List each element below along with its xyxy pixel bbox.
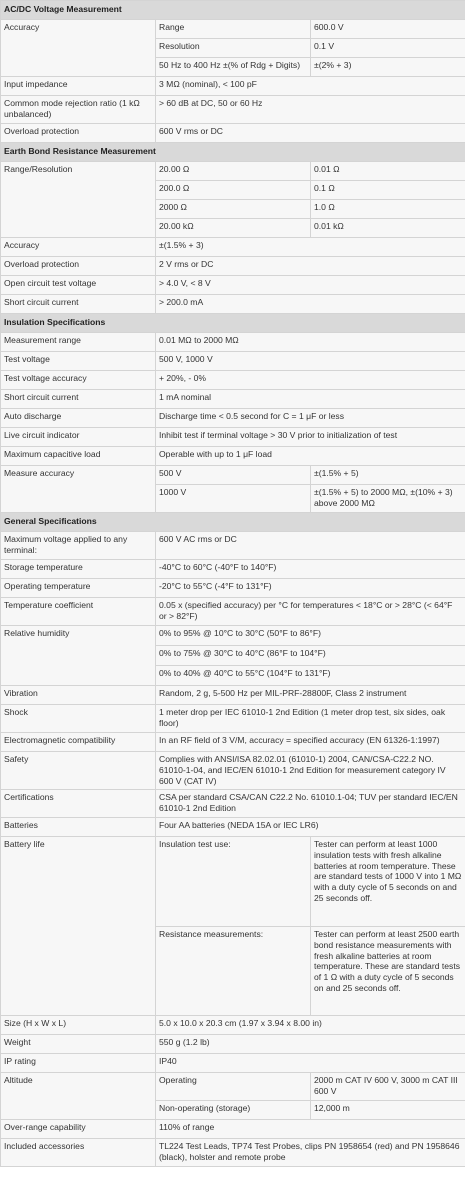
spec-row <box>1 733 465 752</box>
spec-row <box>1 96 465 124</box>
section-header-row <box>1 1 465 20</box>
spec-row <box>1 390 465 409</box>
spec-subvalue: 0.1 V <box>311 39 465 58</box>
spec-subkey: Resolution <box>156 39 311 58</box>
spec-row <box>1 238 465 257</box>
section-header-row <box>1 513 465 532</box>
spec-label-over-range-capability: Over-range capability <box>1 1120 156 1139</box>
spec-label-open-circuit-test-voltage: Open circuit test voltage <box>1 276 156 295</box>
spec-subkey: 20.00 kΩ <box>156 219 311 238</box>
spec-value: 1 meter drop per IEC 61010-1 2nd Edition (1 meter drop test, six sides, oak floor) <box>156 705 465 733</box>
spec-subvalue: Tester can perform at least 2500 earth bond resistance measurements with fresh alkaline batteries at room temperature. These are standard tests of 1 Ω with a duty cycle of 5 seconds on and 25 seconds off. <box>311 927 465 1016</box>
spec-value: Complies with ANSI/ISA 82.02.01 (61010-1) 2004, CAN/CSA-C22.2 NO. 61010-1-04, and IEC/EN 61010-1 2nd Edition for measurement category IV 600 V (CAT IV) <box>156 752 465 790</box>
spec-label-test-voltage-accuracy: Test voltage accuracy <box>1 371 156 390</box>
spec-value: > 60 dB at DC, 50 or 60 Hz <box>156 96 465 124</box>
spec-subkey: Non-operating (storage) <box>156 1101 311 1120</box>
spec-subvalue: 1.0 Ω <box>311 200 465 219</box>
spec-subrow <box>1 20 465 39</box>
spec-row <box>1 598 465 626</box>
spec-subvalue: ±(2% + 3) <box>311 58 465 77</box>
spec-subvalue: 12,000 m <box>311 1101 465 1120</box>
spec-value: 1 mA nominal <box>156 390 465 409</box>
spec-value: 2 V rms or DC <box>156 257 465 276</box>
spec-subkey: 20.00 Ω <box>156 162 311 181</box>
spec-value: 550 g (1.2 lb) <box>156 1035 465 1054</box>
spec-label-overload-protection: Overload protection <box>1 124 156 143</box>
spec-label-shock: Shock <box>1 705 156 733</box>
spec-value-line: 0% to 75% @ 30°C to 40°C (86°F to 104°F) <box>156 646 465 666</box>
spec-subkey: Operating <box>156 1073 311 1101</box>
spec-subvalue: 0.1 Ω <box>311 181 465 200</box>
spec-subvalue: 600.0 V <box>311 20 465 39</box>
spec-label-relative-humidity: Relative humidity <box>1 626 156 686</box>
spec-subkey: 500 V <box>156 466 311 485</box>
section-title-earth-bond-resistance-measurement: Earth Bond Resistance Measurement <box>1 143 465 162</box>
spec-row <box>1 532 465 560</box>
spec-value: TL224 Test Leads, TP74 Test Probes, clips PN 1958654 (red) and PN 1958646 (black), holster and remote probe <box>156 1139 465 1167</box>
spec-row <box>1 1054 465 1073</box>
spec-row <box>1 560 465 579</box>
spec-subkey: 1000 V <box>156 485 311 513</box>
spec-row <box>1 257 465 276</box>
spec-label-battery-life: Battery life <box>1 837 156 1016</box>
spec-subkey: Range <box>156 20 311 39</box>
spec-value: 110% of range <box>156 1120 465 1139</box>
section-title-ac-dc-voltage-measurement: AC/DC Voltage Measurement <box>1 1 465 20</box>
spec-row <box>1 686 465 705</box>
spec-subvalue: 0.01 Ω <box>311 162 465 181</box>
spec-label-weight: Weight <box>1 1035 156 1054</box>
spec-value: 0.01 MΩ to 2000 MΩ <box>156 333 465 352</box>
spec-row <box>1 447 465 466</box>
spec-row <box>1 276 465 295</box>
spec-label-range-resolution: Range/Resolution <box>1 162 156 238</box>
spec-value: -40°C to 60°C (-40°F to 140°F) <box>156 560 465 579</box>
spec-label-maximum-capacitive-load: Maximum capacitive load <box>1 447 156 466</box>
spec-value: 600 V rms or DC <box>156 124 465 143</box>
spec-label-short-circuit-current: Short circuit current <box>1 295 156 314</box>
spec-subkey: Insulation test use: <box>156 837 311 927</box>
spec-value-line: 0% to 40% @ 40°C to 55°C (104°F to 131°F) <box>156 666 465 686</box>
spec-label-included-accessories: Included accessories <box>1 1139 156 1167</box>
spec-label-operating-temperature: Operating temperature <box>1 579 156 598</box>
spec-subkey: 200.0 Ω <box>156 181 311 200</box>
spec-row <box>1 705 465 733</box>
spec-value: ±(1.5% + 3) <box>156 238 465 257</box>
spec-value: 500 V, 1000 V <box>156 352 465 371</box>
spec-row <box>1 333 465 352</box>
spec-value-line: 0% to 95% @ 10°C to 30°C (50°F to 86°F) <box>156 626 465 646</box>
spec-label-auto-discharge: Auto discharge <box>1 409 156 428</box>
spec-value: -20°C to 55°C (-4°F to 131°F) <box>156 579 465 598</box>
spec-subrow <box>1 162 465 181</box>
spec-value: 0.05 x (specified accuracy) per °C for temperatures < 18°C or > 28°C (< 64°F or > 82°F) <box>156 598 465 626</box>
section-title-general-specifications: General Specifications <box>1 513 465 532</box>
spec-label-storage-temperature: Storage temperature <box>1 560 156 579</box>
spec-label-size-h-x-w-x-l: Size (H x W x L) <box>1 1016 156 1035</box>
spec-value: Random, 2 g, 5-500 Hz per MIL-PRF-28800F, Class 2 instrument <box>156 686 465 705</box>
spec-value: > 200.0 mA <box>156 295 465 314</box>
spec-row <box>1 124 465 143</box>
spec-row <box>1 790 465 818</box>
spec-row <box>1 352 465 371</box>
spec-label-certifications: Certifications <box>1 790 156 818</box>
spec-row <box>1 1016 465 1035</box>
section-header-row <box>1 143 465 162</box>
spec-label-altitude: Altitude <box>1 1073 156 1120</box>
spec-label-temperature-coefficient: Temperature coefficient <box>1 598 156 626</box>
spec-subrow <box>1 1073 465 1101</box>
spec-row <box>1 371 465 390</box>
section-title-insulation-specifications: Insulation Specifications <box>1 314 465 333</box>
spec-label-measure-accuracy: Measure accuracy <box>1 466 156 513</box>
spec-value: 600 V AC rms or DC <box>156 532 465 560</box>
spec-row <box>1 579 465 598</box>
spec-subkey: 50 Hz to 400 Hz ±(% of Rdg + Digits) <box>156 58 311 77</box>
spec-label-safety: Safety <box>1 752 156 790</box>
spec-value: CSA per standard CSA/CAN C22.2 No. 61010.1-04; TUV per standard IEC/EN 61010-1 2nd Edition <box>156 790 465 818</box>
spec-subrow <box>1 837 465 927</box>
spec-value: 5.0 x 10.0 x 20.3 cm (1.97 x 3.94 x 8.00 in) <box>156 1016 465 1035</box>
spec-row <box>1 428 465 447</box>
spec-value: In an RF field of 3 V/M, accuracy = specified accuracy (EN 61326-1:1997) <box>156 733 465 752</box>
spec-label-overload-protection: Overload protection <box>1 257 156 276</box>
spec-label-input-impedance: Input impedance <box>1 77 156 96</box>
spec-row <box>1 1139 465 1167</box>
spec-row <box>1 752 465 790</box>
spec-label-live-circuit-indicator: Live circuit indicator <box>1 428 156 447</box>
spec-subvalue: Tester can perform at least 1000 insulation tests with fresh alkaline batteries at room temperature. These are standard tests of 1000 V into 1 MΩ with a duty cycle of 5 seconds on and 25 seconds off. <box>311 837 465 927</box>
spec-row <box>1 295 465 314</box>
spec-value: + 20%, - 0% <box>156 371 465 390</box>
spec-label-ip-rating: IP rating <box>1 1054 156 1073</box>
spec-subvalue: 2000 m CAT IV 600 V, 3000 m CAT III 600 V <box>311 1073 465 1101</box>
spec-label-measurement-range: Measurement range <box>1 333 156 352</box>
spec-label-short-circuit-current: Short circuit current <box>1 390 156 409</box>
spec-label-maximum-voltage-applied-to-any-terminal: Maximum voltage applied to any terminal: <box>1 532 156 560</box>
spec-row <box>1 818 465 837</box>
spec-subvalue: 0.01 kΩ <box>311 219 465 238</box>
spec-label-accuracy: Accuracy <box>1 238 156 257</box>
spec-row <box>1 77 465 96</box>
spec-row <box>1 409 465 428</box>
spec-value: > 4.0 V, < 8 V <box>156 276 465 295</box>
spec-label-vibration: Vibration <box>1 686 156 705</box>
section-header-row <box>1 314 465 333</box>
spec-label-batteries: Batteries <box>1 818 156 837</box>
spec-label-electromagnetic-compatibility: Electromagnetic compatibility <box>1 733 156 752</box>
spec-value: Four AA batteries (NEDA 15A or IEC LR6) <box>156 818 465 837</box>
spec-label-common-mode-rejection-ratio-1-k-unbalanced: Common mode rejection ratio (1 kΩ unbalanced) <box>1 96 156 124</box>
spec-subrow <box>1 466 465 485</box>
spec-row <box>1 1035 465 1054</box>
spec-label-test-voltage: Test voltage <box>1 352 156 371</box>
spec-label-accuracy: Accuracy <box>1 20 156 77</box>
spec-subvalue: ±(1.5% + 5) <box>311 466 465 485</box>
spec-value: IP40 <box>156 1054 465 1073</box>
spec-value: Operable with up to 1 μF load <box>156 447 465 466</box>
spec-value: Discharge time < 0.5 second for C = 1 μF or less <box>156 409 465 428</box>
spec-row <box>1 1120 465 1139</box>
spec-subkey: 2000 Ω <box>156 200 311 219</box>
spec-subrow <box>1 626 465 646</box>
spec-value: Inhibit test if terminal voltage > 30 V prior to initialization of test <box>156 428 465 447</box>
spec-value: 3 MΩ (nominal), < 100 pF <box>156 77 465 96</box>
spec-subkey: Resistance measurements: <box>156 927 311 1016</box>
spec-subvalue: ±(1.5% + 5) to 2000 MΩ, ±(10% + 3) above 2000 MΩ <box>311 485 465 513</box>
